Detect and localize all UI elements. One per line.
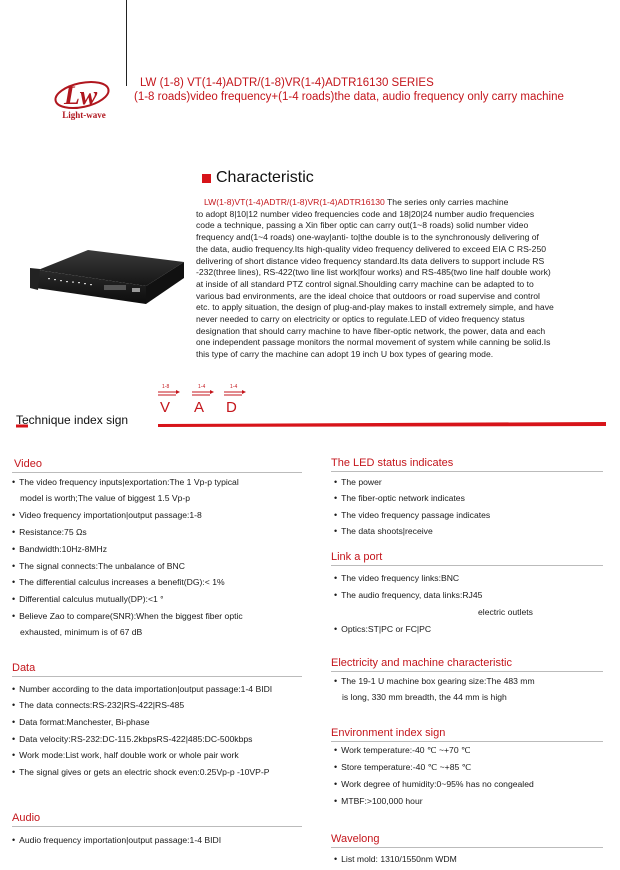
data-item: • Number according to the data importation|output passage:1-4 BIDI <box>12 684 272 694</box>
video-item: • The differential calculus increases a benefit(DG):< 1% <box>12 577 225 587</box>
vad-letter-d: D <box>226 399 237 416</box>
led-title: The LED status indicates <box>331 457 454 469</box>
char-line: etc. to apply situation, the design of plug-and-play makes to install extremely simple, and have <box>196 302 554 313</box>
vad-range-d: 1-4 <box>230 384 238 390</box>
vad-range-a: 1-4 <box>198 384 206 390</box>
data-item: • Data velocity:RS-232:DC-115.2kbpsRS-422|485:DC-500kbps <box>12 734 252 744</box>
data-item: • The signal gives or gets an electric shock even:0.25Vp-p -10VP-P <box>12 767 269 777</box>
environment-item: • Store temperature:-40 ℃ ~+85 ℃ <box>334 762 471 773</box>
data-item: • Data format:Manchester, Bi-phase <box>12 717 150 727</box>
char-line: code a technique, passing a Xin fiber optic can carry out(1~8 roads) solid number video <box>196 220 529 231</box>
title-line-1: LW (1-8) VT(1-4)ADTR/(1-8)VR(1-4)ADTR16130 SERIES <box>140 77 434 89</box>
red-square-icon <box>202 174 211 183</box>
header-vertical-line <box>126 0 127 86</box>
characteristic-heading <box>202 169 314 187</box>
video-title: Video <box>14 458 42 470</box>
audio-title: Audio <box>12 812 41 824</box>
video-item: • Differential calculus mutually(DP):<1 ° <box>12 594 164 604</box>
led-item: • The power <box>334 477 382 487</box>
char-line-0-text: The series only carries machine <box>384 197 509 207</box>
port-item-cont: electric outlets <box>478 607 533 617</box>
char-lead: LW(1-8)VT(1-4)ADTR/(1-8)VR(1-4)ADTR16130 <box>204 197 385 207</box>
audio-rule <box>12 826 302 827</box>
electricity-item: • The 19-1 U machine box gearing size:The 483 mm <box>334 676 535 686</box>
char-line: one independent passage monitors the normal movement of system while canning be solid.Is <box>196 337 551 348</box>
video-item: • Video frequency importation|output passage:1-8 <box>12 510 202 520</box>
video-item: • The video frequency inputs|exportation:The 1 Vp-p typical <box>12 477 239 487</box>
data-item: • The data connects:RS-232|RS-422|RS-485 <box>12 700 184 710</box>
characteristic-body <box>196 197 600 361</box>
video-item-cont: exhausted, minimum is of 67 dB <box>20 627 143 637</box>
electricity-title: Electricity and machine characteristic <box>331 657 512 669</box>
char-line: the data, audio frequency.Its high-quality video frequency delivered to exceed EIA C RS-250 <box>196 243 547 254</box>
wavelong-rule <box>331 847 603 848</box>
char-line-0 <box>196 197 600 209</box>
char-line: to adopt 8|10|12 number video frequencies code and 18|20|24 number audio frequencies <box>196 208 535 219</box>
led-item: • The data shoots|receive <box>334 526 433 536</box>
wavelong-item: • List mold: 1310/1550nm WDM <box>334 854 457 864</box>
port-item: • The video frequency links:BNC <box>334 573 459 583</box>
video-item: • The signal connects:The unbalance of BNC <box>12 561 185 571</box>
environment-item: • Work degree of humidity:0~95% has no congealed <box>334 779 534 789</box>
vad-letter-v: V <box>160 399 171 416</box>
char-line: never needed to carry on electricity or optics to regulate.LED of video frequency status <box>196 314 525 325</box>
char-line: at inside of all standard PTZ control signal.Shoulding carry machine can be adapted to to <box>196 278 534 289</box>
wavelong-title: Wavelong <box>331 833 380 845</box>
led-item: • The fiber-optic network indicates <box>334 493 465 503</box>
audio-item: • Audio frequency importation|output passage:1-4 BIDI <box>12 835 221 845</box>
port-title: Link a port <box>331 551 383 563</box>
environment-item: • MTBF:>100,000 hour <box>334 796 423 806</box>
video-item-cont: model is worth;The value of biggest 1.5 Vp-p <box>20 493 191 503</box>
environment-rule <box>331 741 603 742</box>
video-item: • Believe Zao to compare(SNR):When the biggest fiber optic <box>12 611 243 621</box>
char-line: frequency and(1~4 roads) one-way|anti- to|the double is to the synchronously delivering of <box>196 232 539 243</box>
data-rule <box>12 676 302 677</box>
port-item: • Optics:ST|PC or FC|PC <box>334 624 431 634</box>
electricity-rule <box>331 671 603 672</box>
logo-text: Light-wave <box>62 110 106 120</box>
data-title: Data <box>12 662 36 674</box>
environment-title: Environment index sign <box>331 727 446 739</box>
video-rule <box>12 472 302 473</box>
vad-range-v: 1-8 <box>162 384 170 390</box>
led-rule <box>331 471 603 472</box>
video-item: • Resistance:75 Ωs <box>12 527 87 537</box>
logo-mark: Lw <box>64 81 98 110</box>
char-line: delivering of short distance video frequency standard.Its data delivers to support include RS <box>196 255 545 266</box>
port-rule <box>331 565 603 566</box>
environment-item: • Work temperature:-40 ℃ ~+70 ℃ <box>334 745 471 756</box>
led-item: • The video frequency passage indicates <box>334 510 490 520</box>
page-title <box>134 76 564 104</box>
char-line: this type of carry the machine can adopt 19 inch U box types of gearing mode. <box>196 349 494 360</box>
vad-letter-a: A <box>194 399 205 416</box>
characteristic-title: Characteristic <box>216 169 314 186</box>
title-line-2: (1-8 roads)video frequency+(1-4 roads)the data, audio frequency only carry machine <box>134 91 564 103</box>
rack-device-image <box>28 244 186 308</box>
port-item: • The audio frequency, data links:RJ45 <box>334 590 482 600</box>
data-item: • Work mode:List work, half double work or whole pair work <box>12 750 239 760</box>
technique-label: Technique index sign <box>16 413 129 427</box>
char-line: designation that should carry machine to have fiber-optic network, the power, data and each <box>196 325 546 336</box>
video-item: • Bandwidth:10Hz-8MHz <box>12 544 107 554</box>
char-line: various bad environments, are the ideal choice that outdoors or road supervise and control <box>196 290 540 301</box>
electricity-item-cont: is long, 330 mm breadth, the 44 mm is high <box>342 692 507 702</box>
char-line: -232(three lines), RS-422(two line list work|four works) and RS-485(two line half double work) <box>196 267 551 278</box>
